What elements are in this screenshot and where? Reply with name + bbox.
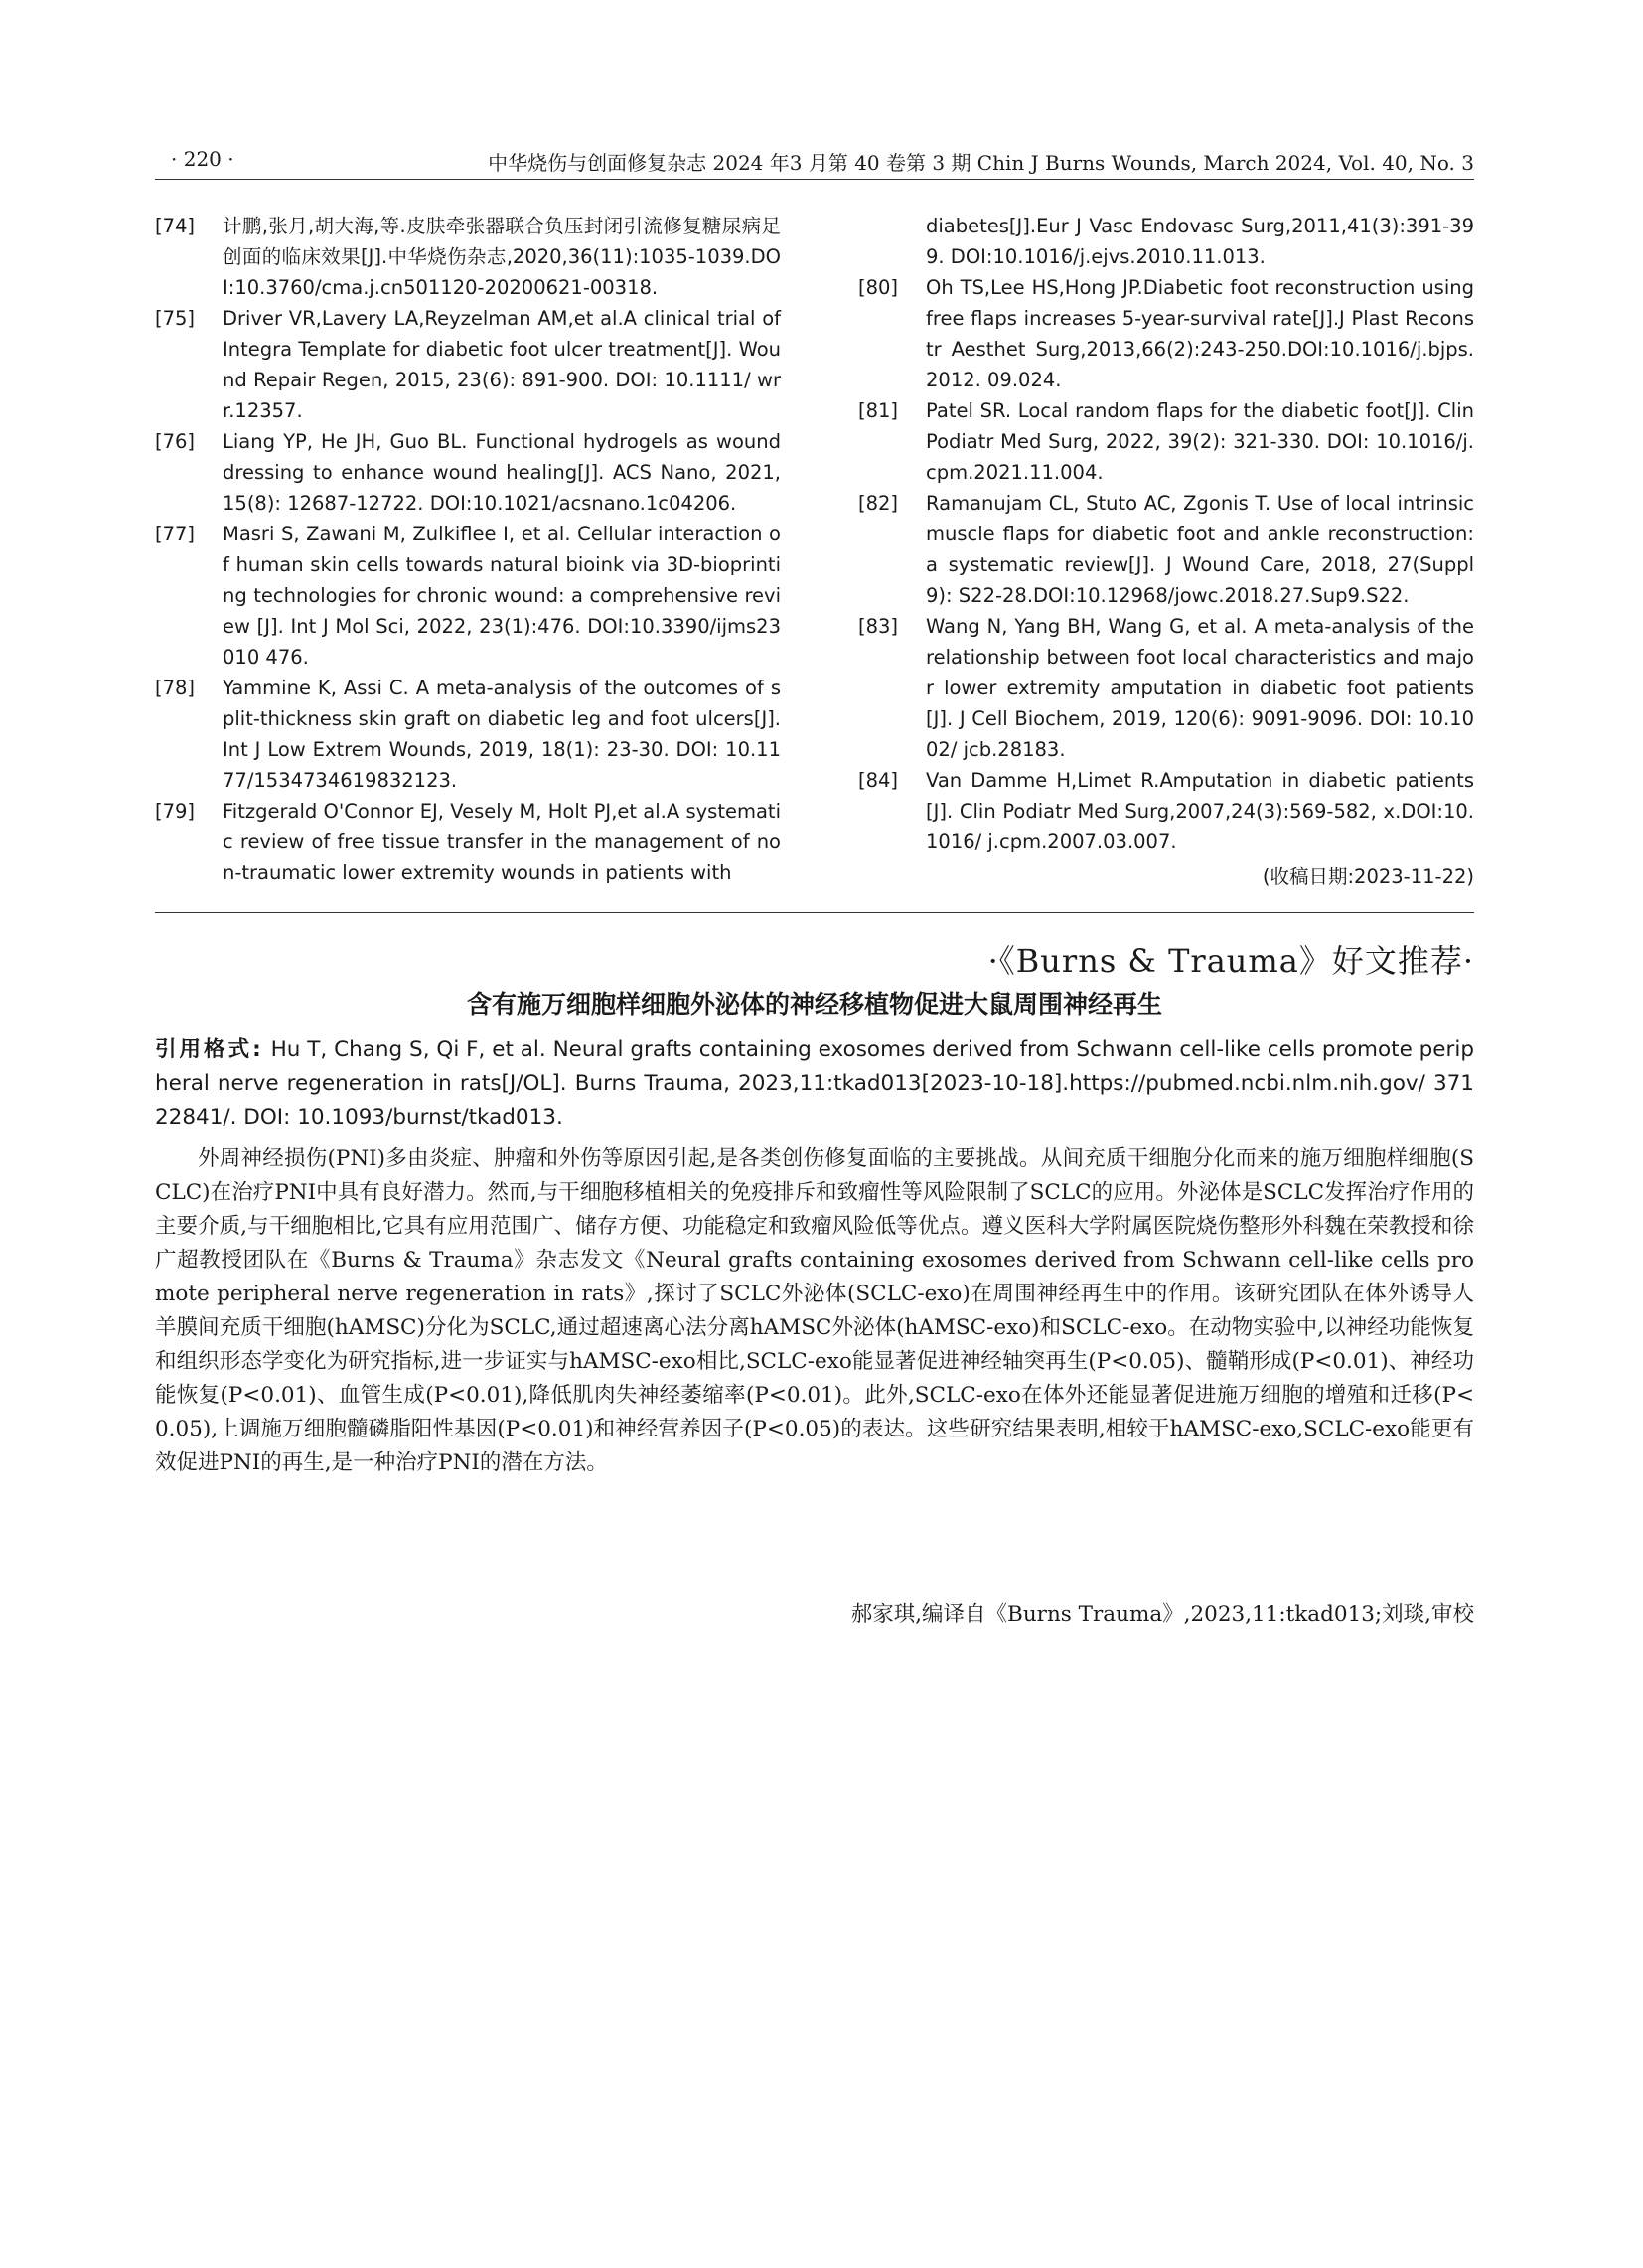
received-date: (收稿日期:2023-11-22): [1262, 865, 1474, 888]
reference-item: [155, 796, 781, 888]
reference-text: Fitzgerald O'Connor EJ, Vesely M, Holt PJ,et al.A systematic review of free tissue transfer in the management of non-traumatic lower extremity wounds in patients with: [223, 800, 781, 884]
reference-text: Ramanujam CL, Stuto AC, Zgonis T. Use of local intrinsic muscle flaps for diabetic foot and ankle reconstruction: a systematic review[J]. J Wound Care, 2018, 27(Suppl 9): S22-28.DOI:10.12968/jowc.2018.27.Sup9.S22.: [926, 492, 1474, 607]
reference-item: [155, 211, 781, 303]
reference-number: [81]: [858, 399, 899, 422]
reference-number: [80]: [858, 276, 899, 299]
reference-item: [858, 488, 1474, 611]
reference-item: [858, 765, 1474, 857]
reference-number: [84]: [858, 769, 899, 792]
compiled-by-credit: 郝家琪,编译自《Burns Trauma》,2023,11:tkad013;刘琰,审校: [850, 1602, 1474, 1627]
reference-text: Driver VR,Lavery LA,Reyzelman AM,et al.A clinical trial of Integra Template for diabetic foot ulcer treatment[J]. Wound Repair Regen, 2015, 23(6): 891-900. DOI: 10.1111/ wrr.12357.: [223, 307, 781, 422]
journal-citation-line: 中华烧伤与创面修复杂志 2024 年3 月第 40 卷第 3 期 Chin J Burns Wounds, March 2024, Vol. 40, No. 3: [488, 151, 1474, 175]
article-title: 含有施万细胞样细胞外泌体的神经移植物促进大鼠周围神经再生: [466, 990, 1162, 1019]
reference-text: Van Damme H,Limet R.Amputation in diabetic patients[J]. Clin Podiatr Med Surg,2007,24(3):569-582, x.DOI:10.1016/ j.cpm.2007.03.007.: [926, 769, 1474, 853]
reference-text: Masri S, Zawani M, Zulkiflee I, et al. Cellular interaction of human skin cells towards natural bioink via 3D-bioprinting technologies for chronic wound: a comprehensive review [J]. Int J Mol Sci, 2022, 23(1):476. DOI:10.3390/ijms23010 476.: [223, 523, 781, 669]
recommendation-header: ·《Burns & Trauma》好文推荐·: [987, 942, 1474, 980]
reference-number: [83]: [858, 615, 899, 638]
reference-number: [74]: [155, 215, 196, 237]
reference-item: [155, 303, 781, 426]
section-divider: [155, 912, 1474, 913]
references-right-column: [858, 211, 1474, 892]
reference-text: Oh TS,Lee HS,Hong JP.Diabetic foot reconstruction using free flaps increases 5-year-survival rate[J].J Plast Reconstr Aesthet Surg,2013,66(2):243-250.DOI:10.1016/j.bjps.2012. 09.024.: [926, 276, 1474, 391]
citation-block: [155, 1033, 1474, 1134]
reference-item: [858, 272, 1474, 395]
reference-number: [76]: [155, 430, 196, 453]
running-header: [155, 145, 1474, 180]
reference-text: Patel SR. Local random flaps for the diabetic foot[J]. Clin Podiatr Med Surg, 2022, 39(2): 321-330. DOI: 10.1016/j. cpm.2021.11.004.: [926, 399, 1474, 484]
reference-text: Yammine K, Assi C. A meta-analysis of the outcomes of split-thickness skin graft on diabetic leg and foot ulcers[J]. Int J Low Extrem Wounds, 2019, 18(1): 23-30. DOI: 10.1177/1534734619832123.: [223, 677, 781, 792]
reference-item: [858, 611, 1474, 765]
reference-number: [75]: [155, 307, 196, 330]
citation-label: 引用格式:: [155, 1037, 264, 1062]
reference-item: [858, 395, 1474, 488]
references-left-column: [155, 211, 781, 888]
citation-text: Hu T, Chang S, Qi F, et al. Neural grafts containing exosomes derived from Schwann cell-like cells promote peripheral nerve regeneration in rats[J/OL]. Burns Trauma, 2023,11:tkad013[2023-10-18].https://pubmed.ncbi.nlm.nih.gov/ 37122841/. DOI: 10.1093/burnst/tkad013.: [155, 1037, 1474, 1130]
reference-item: [155, 673, 781, 796]
reference-item: [155, 519, 781, 673]
reference-item: [155, 426, 781, 519]
reference-text: Liang YP, He JH, Guo BL. Functional hydrogels as wound dressing to enhance wound healing[J]. ACS Nano, 2021, 15(8): 12687-12722. DOI:10.1021/acsnano.1c04206.: [223, 430, 781, 515]
reference-text: Wang N, Yang BH, Wang G, et al. A meta-analysis of the relationship between foot local characteristics and major lower extremity amputation in diabetic foot patients[J]. J Cell Biochem, 2019, 120(6): 9091-9096. DOI: 10.1002/ jcb.28183.: [926, 615, 1474, 761]
reference-number: [77]: [155, 523, 196, 545]
reference-number: [82]: [858, 492, 899, 515]
reference-number: [79]: [155, 800, 196, 823]
reference-text: 计鹏,张月,胡大海,等.皮肤牵张器联合负压封闭引流修复糖尿病足创面的临床效果[J].中华烧伤杂志,2020,36(11):1035-1039.DOI:10.3760/cma.j.cn501120-20200621-00318.: [223, 215, 781, 299]
reference-number: [78]: [155, 677, 196, 699]
page-number: · 220 ·: [171, 147, 234, 171]
summary-paragraph: 外周神经损伤(PNI)多由炎症、肿瘤和外伤等原因引起,是各类创伤修复面临的主要挑战。从间充质干细胞分化而来的施万细胞样细胞(SCLC)在治疗PNI中具有良好潜力。然而,与干细胞移植相关的免疫排斥和致瘤性等风险限制了SCLC的应用。外泌体是SCLC发挥治疗作用的主要介质,与干细胞相比,它具有应用范围广、储存方便、功能稳定和致瘤风险低等优点。遵义医科大学附属医院烧伤整形外科魏在荣教授和徐广超教授团队在《Burns & Trauma》杂志发文《Neural grafts containing exosomes derived from Schwann cell-like cells promote peripheral nerve regeneration in rats》,探讨了SCLC外泌体(SCLC-exo)在周围神经再生中的作用。该研究团队在体外诱导人羊膜间充质干细胞(hAMSC)分化为SCLC,通过超速离心法分离hAMSC外泌体(hAMSC-exo)和SCLC-exo。在动物实验中,以神经功能恢复和组织形态学变化为研究指标,进一步证实与hAMSC-exo相比,SCLC-exo能显著促进神经轴突再生(P<0.05)、髓鞘形成(P<0.01)、神经功能恢复(P<0.01)、血管生成(P<0.01),降低肌肉失神经萎缩率(P<0.01)。此外,SCLC-exo在体外还能显著促进施万细胞的增殖和迁移(P<0.05),上调施万细胞髓磷脂阳性基因(P<0.01)和神经营养因子(P<0.05)的表达。这些研究结果表明,相较于hAMSC-exo,SCLC-exo能更有效促进PNI的再生,是一种治疗PNI的潜在方法。: [155, 1146, 1474, 1475]
reference-continuation: diabetes[J].Eur J Vasc Endovasc Surg,2011,41(3):391-399. DOI:10.1016/j.ejvs.2010.11.013.: [926, 215, 1474, 268]
